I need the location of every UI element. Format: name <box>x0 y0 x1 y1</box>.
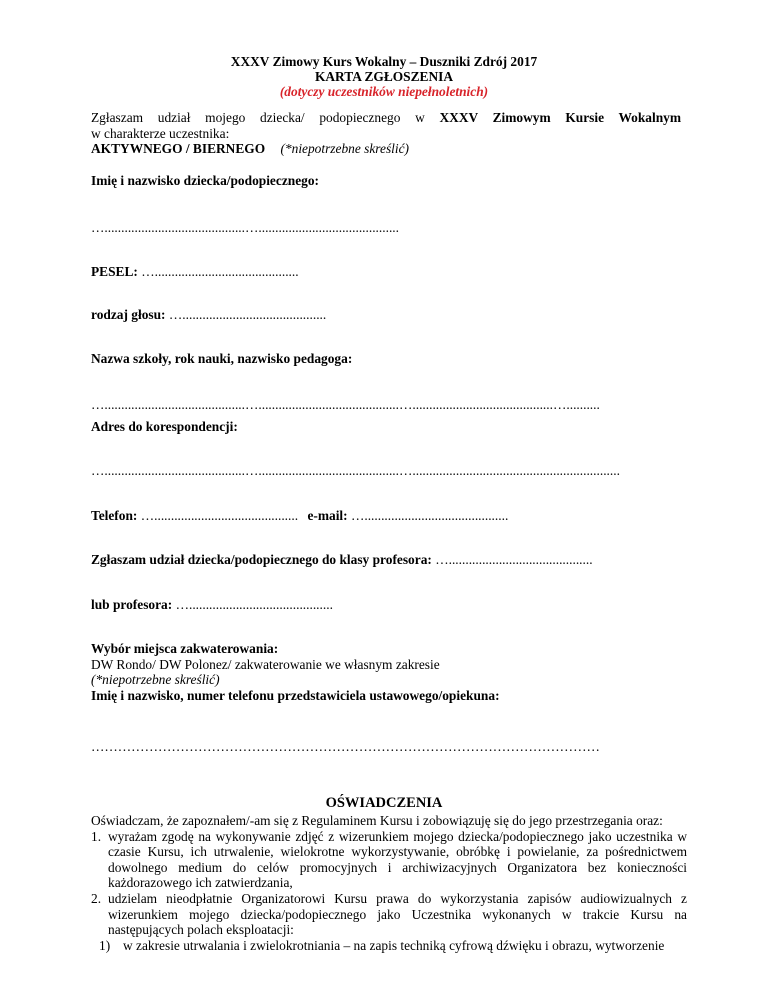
accommodation-options[interactable]: DW Rondo/ DW Polonez/ zakwaterowanie we własnym zakresie <box>91 656 440 672</box>
declaration-subitem-1 <box>91 938 687 954</box>
school-field[interactable]: …..........................................…..........................................…..........................................….......... <box>91 397 600 412</box>
voice-row <box>91 307 681 323</box>
intro-paragraph <box>91 110 681 157</box>
child-name-label: Imię i nazwisko dziecka/podopiecznego: <box>91 173 320 188</box>
declaration-item-1 <box>91 829 687 891</box>
declaration-subitem-text: w zakresie utrwalania i zwielokrotniania – na zapis techniką cyfrową dźwięku i obrazu, wytworzenie <box>123 937 665 953</box>
class-label: Zgłaszam udział dziecka/podopiecznego do klasy profesora: <box>91 552 432 567</box>
intro-text-b: w charakterze uczestnika: <box>91 125 230 141</box>
form-subtitle: (dotyczy uczestników niepełnoletnich) <box>279 84 489 99</box>
phone-label: Telefon: <box>91 508 138 523</box>
participant-type-options: AKTYWNEGO / BIERNEGO <box>91 141 266 157</box>
class-field[interactable]: …........................................... <box>435 552 593 567</box>
intro-text-a: Zgłaszam udział mojego dziecka/ podopiecznego w <box>91 110 440 125</box>
child-name-field[interactable]: …..........................................….......................................... <box>91 220 399 235</box>
pesel-row <box>91 264 681 280</box>
declaration-item-text: udzielam nieodpłatnie Organizatorowi Kursu prawa do wykorzystania zapisów audiowizualnych z wizerunkiem mojego dziecka/podopiecznego jako Uczestnika wykonanych w trakcie Kursu na następujących polach eksploatacji: <box>108 890 687 938</box>
participant-type-note: (*niepotrzebne skreślić) <box>280 141 410 157</box>
declaration-item-2 <box>91 891 687 938</box>
declaration-item-text: wyrażam zgodę na wykonywanie zdjęć z wizerunkiem mojego dziecka/podopiecznego jako uczestnika w czasie Kursu, ich utrwalenie, wielokrotne wykorzystywanie, obróbkę i powielanie, za pośrednictwem dowolnego medium do celów promocyjnych i archiwizacyjnych Organizatora bez konieczności każdorazowego ich zatwierdzania, <box>108 828 687 891</box>
contact-row <box>91 508 681 524</box>
declaration-item-number: 2. <box>91 890 102 906</box>
pesel-field[interactable]: …........................................... <box>141 264 299 279</box>
email-field[interactable]: …........................................... <box>350 508 509 523</box>
declarations-list <box>91 829 687 938</box>
voice-label: rodzaj głosu: <box>91 307 166 322</box>
guardian-field[interactable]: …………………………………………………………………………………………………… <box>91 739 600 754</box>
form-title: XXXV Zimowy Kurs Wokalny – Duszniki Zdrój 2017 <box>230 54 538 69</box>
form-heading: KARTA ZGŁOSZENIA <box>314 69 454 84</box>
intro-course-name: XXXV Zimowym Kursie Wokalnym <box>439 110 681 125</box>
declaration-subitem-number: 1) <box>99 937 111 953</box>
declarations-intro: Oświadczam, że zapoznałem/-am się z Regulaminem Kursu i zobowiązuję się do jego przestrzegania oraz: <box>91 813 663 828</box>
guardian-label: Imię i nazwisko, numer telefonu przedstawiciela ustawowego/opiekuna: <box>91 687 500 703</box>
accommodation-section <box>91 641 681 703</box>
or-professor-row <box>91 597 681 613</box>
class-row <box>91 552 681 568</box>
accommodation-label: Wybór miejsca zakwaterowania: <box>91 641 279 656</box>
address-label: Adres do korespondencji: <box>91 419 238 434</box>
phone-field[interactable]: …........................................... <box>140 508 299 523</box>
pesel-label: PESEL: <box>91 264 138 279</box>
voice-field[interactable]: …........................................... <box>168 307 327 322</box>
or-professor-field[interactable]: …........................................... <box>175 597 333 612</box>
declaration-item-number: 1. <box>91 828 102 844</box>
school-label: Nazwa szkoły, rok nauki, nazwisko pedagoga: <box>91 351 353 366</box>
declarations-body <box>91 813 687 953</box>
email-label: e-mail: <box>307 508 348 523</box>
address-field[interactable]: …..........................................…..........................................….............................................................. <box>91 463 620 478</box>
accommodation-note: (*niepotrzebne skreślić) <box>91 672 220 688</box>
declarations-heading: OŚWIADCZENIA <box>325 795 443 811</box>
or-professor-label: lub profesora: <box>91 597 173 612</box>
